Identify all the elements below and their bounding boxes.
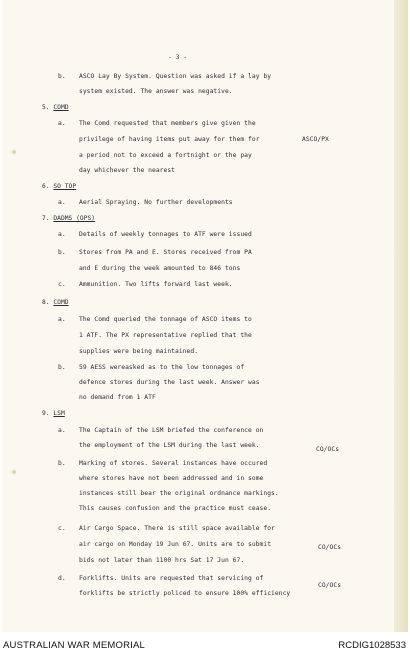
item-label: c. [58,525,66,532]
item-text: the employment of the LSM during the last week. [79,442,260,449]
footer-record-id: RCDIG1028533 [338,640,406,651]
item-text: privilege of having items put away for them for [79,136,260,143]
section-heading: 7. DADMS (OPS) [42,215,96,222]
item-label: b. [58,249,66,256]
item-label: c. [58,281,66,288]
item-text: The Captain of the LSM briefed the conference on [79,427,264,434]
section-heading: 9. LSM [42,410,65,417]
item-label: a. [58,427,66,434]
item-label: b. [58,364,66,371]
item-text: Aerial Spraying. No further developments [79,199,233,206]
item-text: Air Cargo Space. There is still space available for [79,525,275,532]
punch-hole [12,470,16,474]
item-text: 59 AESS wereasked as to the low tonnages of [79,364,245,371]
item-label: b. [58,460,66,467]
item-text: where stores have not been addressed and in some [79,475,264,482]
action-note: CO/OCs [316,446,340,453]
item-label: a. [58,199,66,206]
item-label: a. [58,120,66,127]
item-text: day whichever the nearest [79,167,176,174]
section-heading: 8. COMD [42,299,69,306]
item-label: a. [58,231,66,238]
item-text: system existed. The answer was negative. [79,88,233,95]
item-text: a period not to exceed a fortnight or the pay [79,152,252,159]
section-heading: 6. SO TOP [42,183,77,190]
item-text: The Comd requested that members give given the [79,120,256,127]
action-note: CO/OCs [318,582,342,589]
item-text: forklifts be strictly policed to ensure 100% efficiency [79,590,291,597]
item-text: Details of weekly tonnages to ATF were issued [79,231,252,238]
item-text: air cargo on Monday 19 Jun 67. Units are to submit [79,541,272,548]
page-number: - 3 - [168,54,188,61]
footer-source: AUSTRALIAN WAR MEMORIAL [3,640,146,651]
section-heading: 5. COMD [42,104,69,111]
item-text: The Comd queried the tonnage of ASCO items to [79,316,252,323]
footer-bar [0,636,410,654]
item-label: b. [58,73,66,80]
item-label: d. [58,575,66,582]
item-text: This causes confusion and the practice must cease. [79,505,272,512]
item-text: defence stores during the last week. Answer was [79,379,260,386]
item-text: Ammunition. Two lifts forward last week. [79,281,233,288]
punch-hole [12,150,16,154]
item-label: a. [58,316,66,323]
item-text: instances still bear the original ordnance markings. [79,490,279,497]
item-text: supplies were being maintained. [79,348,199,355]
item-text: bids not later than 1100 hrs Sat 17 Jun 67. [79,557,245,564]
action-note: CO/OCs [318,544,342,551]
item-text: 1 ATF. The PX representative replied that the [79,332,252,339]
document-page [2,0,408,632]
item-text: Stores from PA and E. Stores received from PA [79,249,252,256]
item-text: Marking of stores. Several instances have occured [79,460,268,467]
action-note: ASCO/PX [302,136,329,143]
item-text: no demand from 1 ATF [79,394,156,401]
item-text: and E during the week amounted to 846 tons [79,265,241,272]
item-text: ASCO Lay By System. Question was asked if a lay by [79,73,272,80]
item-text: Forklifts. Units are requested that servicing of [79,575,264,582]
page-edge [394,0,408,632]
